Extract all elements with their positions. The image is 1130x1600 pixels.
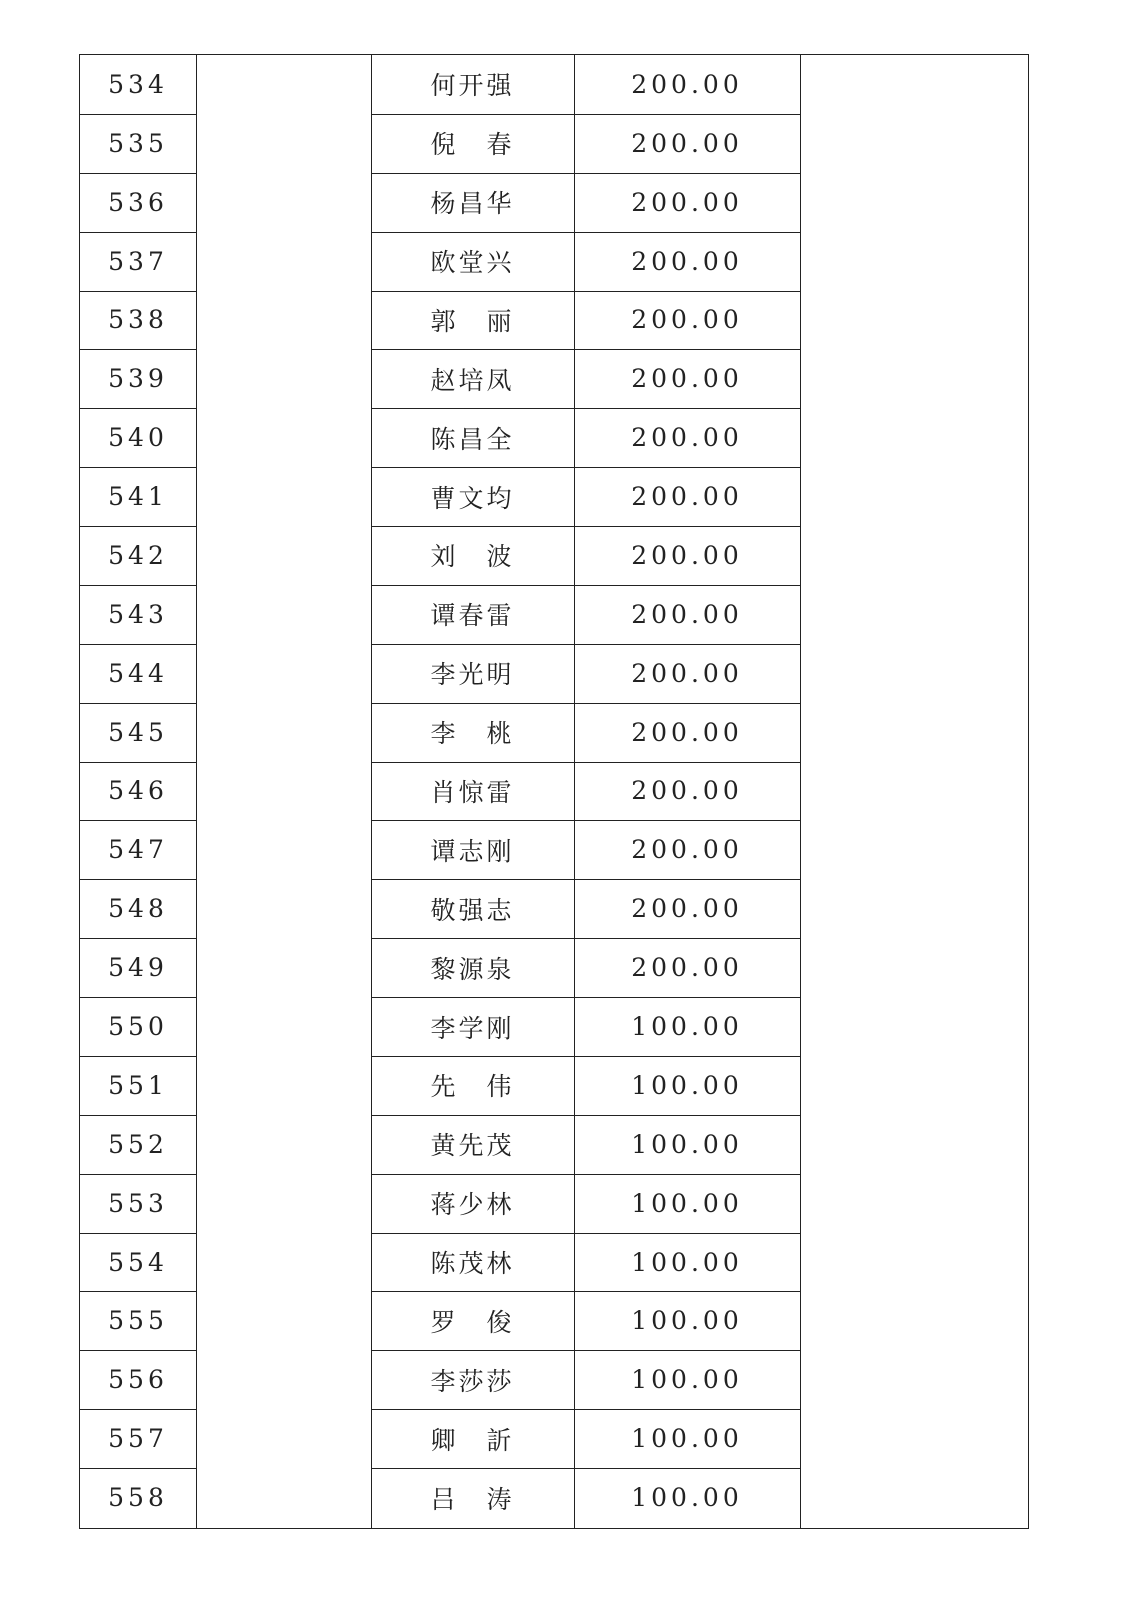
person-name: 敬强志 [430,895,515,925]
row-divider [371,467,574,468]
data-table [79,54,1029,1529]
amount-value: 200.00 [631,599,743,629]
row-divider [80,232,196,233]
column-divider [196,55,197,1528]
amount-value: 200.00 [631,246,743,276]
row-divider [574,467,800,468]
row-divider [371,1115,574,1116]
person-name: 陈茂林 [430,1249,515,1279]
row-divider [80,997,196,998]
amount-value: 200.00 [631,305,743,335]
row-divider [371,1350,574,1351]
person-name: 黎源泉 [430,954,515,984]
row-divider [371,1056,574,1057]
row-number: 540 [108,423,168,453]
row-divider [371,1468,574,1469]
person-name: 黄先茂 [430,1131,515,1161]
amount-value: 200.00 [631,482,743,512]
row-divider [574,1233,800,1234]
row-divider [371,114,574,115]
row-divider [574,349,800,350]
person-name: 李光明 [430,660,515,690]
amount-value: 100.00 [631,1365,743,1395]
person-name: 卿 訢 [430,1425,515,1455]
amount-value: 200.00 [631,953,743,983]
amount-value: 200.00 [631,717,743,747]
row-divider [80,291,196,292]
row-divider [574,703,800,704]
row-divider [371,879,574,880]
person-name: 刘 波 [430,542,515,572]
person-name: 吕 涛 [430,1484,515,1514]
row-divider [371,997,574,998]
person-name: 谭志刚 [430,836,515,866]
row-divider [80,526,196,527]
person-name: 杨昌华 [430,189,515,219]
person-name: 李莎莎 [430,1366,515,1396]
row-divider [80,1291,196,1292]
person-name: 郭 丽 [430,306,515,336]
row-divider [371,526,574,527]
row-divider [574,114,800,115]
row-number: 551 [108,1070,168,1100]
row-divider [574,1409,800,1410]
person-name: 谭春雷 [430,601,515,631]
row-number: 550 [108,1012,168,1042]
row-number: 535 [108,128,168,158]
row-number: 558 [108,1483,168,1513]
row-divider [371,173,574,174]
row-number: 547 [108,835,168,865]
row-divider [371,703,574,704]
row-divider [80,1115,196,1116]
row-divider [574,1056,800,1057]
person-name: 倪 春 [430,130,515,160]
row-divider [574,820,800,821]
row-divider [371,408,574,409]
row-divider [371,1233,574,1234]
amount-value: 100.00 [631,1424,743,1454]
row-divider [80,1409,196,1410]
person-name: 罗 俊 [430,1307,515,1337]
amount-value: 100.00 [631,1129,743,1159]
row-divider [371,232,574,233]
amount-value: 200.00 [631,894,743,924]
row-divider [574,291,800,292]
row-number: 537 [108,246,168,276]
row-number: 552 [108,1129,168,1159]
row-divider [371,585,574,586]
row-number: 536 [108,187,168,217]
amount-value: 200.00 [631,69,743,99]
person-name: 欧堂兴 [430,248,515,278]
row-divider [80,820,196,821]
row-number: 556 [108,1365,168,1395]
row-number: 555 [108,1306,168,1336]
row-divider [80,1174,196,1175]
row-divider [574,173,800,174]
row-divider [371,762,574,763]
row-divider [371,1291,574,1292]
row-divider [80,879,196,880]
amount-value: 100.00 [631,1012,743,1042]
row-divider [80,114,196,115]
amount-value: 200.00 [631,658,743,688]
amount-value: 200.00 [631,423,743,453]
row-number: 545 [108,717,168,747]
person-name: 何开强 [430,71,515,101]
amount-value: 100.00 [631,1188,743,1218]
person-name: 曹文均 [430,483,515,513]
row-number: 543 [108,599,168,629]
row-divider [80,1350,196,1351]
row-divider [80,173,196,174]
row-divider [574,1115,800,1116]
row-number: 538 [108,305,168,335]
person-name: 李 桃 [430,719,515,749]
row-divider [371,644,574,645]
row-divider [80,1233,196,1234]
row-divider [574,1291,800,1292]
row-number: 557 [108,1424,168,1454]
row-divider [371,1409,574,1410]
row-divider [80,408,196,409]
row-divider [574,997,800,998]
row-divider [80,585,196,586]
row-number: 553 [108,1188,168,1218]
row-divider [574,1174,800,1175]
row-divider [80,467,196,468]
amount-value: 100.00 [631,1483,743,1513]
row-divider [574,526,800,527]
amount-value: 200.00 [631,364,743,394]
row-number: 542 [108,540,168,570]
row-divider [574,644,800,645]
column-divider [800,55,801,1528]
row-number: 549 [108,953,168,983]
row-number: 548 [108,894,168,924]
row-number: 544 [108,658,168,688]
amount-value: 100.00 [631,1070,743,1100]
person-name: 李学刚 [430,1013,515,1043]
amount-value: 200.00 [631,776,743,806]
person-name: 赵培凤 [430,365,515,395]
row-divider [80,703,196,704]
person-name: 蒋少林 [430,1190,515,1220]
row-number: 534 [108,69,168,99]
row-divider [574,938,800,939]
row-number: 546 [108,776,168,806]
row-divider [574,232,800,233]
row-divider [574,585,800,586]
person-name: 先 伟 [430,1072,515,1102]
amount-value: 200.00 [631,128,743,158]
row-divider [371,820,574,821]
row-divider [80,349,196,350]
row-divider [371,938,574,939]
amount-value: 100.00 [631,1306,743,1336]
amount-value: 200.00 [631,540,743,570]
row-divider [371,1174,574,1175]
row-divider [80,1056,196,1057]
row-divider [574,1468,800,1469]
row-divider [574,1350,800,1351]
row-number: 554 [108,1247,168,1277]
row-divider [80,1468,196,1469]
person-name: 陈昌全 [430,424,515,454]
row-divider [80,762,196,763]
person-name: 肖惊雷 [430,777,515,807]
row-divider [371,349,574,350]
row-divider [371,291,574,292]
amount-value: 200.00 [631,187,743,217]
row-divider [80,938,196,939]
amount-value: 200.00 [631,835,743,865]
row-number: 541 [108,482,168,512]
amount-value: 100.00 [631,1247,743,1277]
row-number: 539 [108,364,168,394]
row-divider [574,408,800,409]
row-divider [574,879,800,880]
row-divider [574,762,800,763]
row-divider [80,644,196,645]
